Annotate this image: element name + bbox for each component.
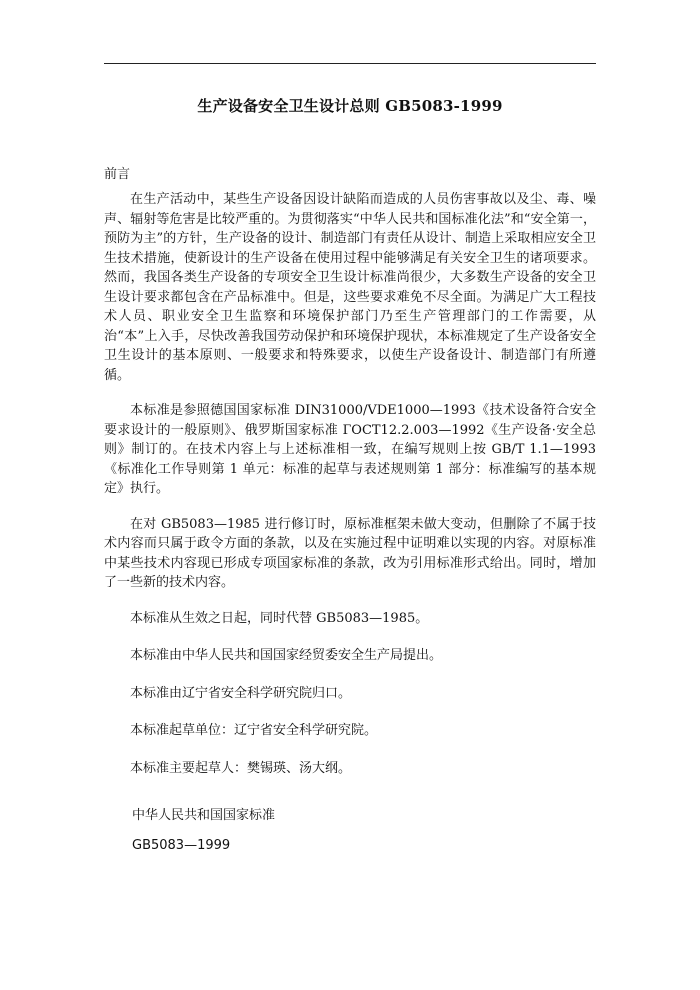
paragraph-proposed-by: 本标准由中华人民共和国国家经贸委安全生产局提出。 <box>130 648 443 663</box>
footer-standard-code: GB5083—1999 <box>132 838 231 853</box>
foreword-heading: 前言 <box>104 167 131 182</box>
paragraph-supersedes: 本标准从生效之日起，同时代替 GB5083—1985。 <box>130 610 429 626</box>
paragraph-references: 本标准是参照德国国家标准 DIN31000/VDE1000—1993《技术设备符合安全要求设计的一般原则》、俄罗斯国家标准 ГОСТ12.2.003—1992《生产设备·安全总则》制订的。在技术内容上与上述标准相一致，在编写规则上按 GB/T 1.1—1993《标准化工作导则第 1 单元：标准的起草与表述规则第 1 部分：标准编写的基本规定》执行。 <box>104 403 596 496</box>
paragraph-revision: 在对 GB5083—1985 进行修订时，原标准框架未做大变动，但删除了不属于技术内容而只属于政令方面的条款，以及在实施过程中证明难以实现的内容。对原标准中某些技术内容现已形成专项国家标准的条款，改为引用标准形式给出。同时，增加了一些新的技术内容。 <box>104 516 596 590</box>
paragraph-drafters: 本标准主要起草人：樊锡瑛、汤大纲。 <box>130 760 352 776</box>
top-rule <box>104 63 596 64</box>
document-body <box>104 190 596 796</box>
paragraph-background: 在生产活动中，某些生产设备因设计缺陷而造成的人员伤害事故以及尘、毒、噪声、辐射等危害是比较严重的。为贯彻落实“中华人民共和国标准化法”和“安全第一，预防为主”的方针，生产设备的设计、制造部门有责任从设计、制造上采取相应安全卫生技术措施，使新设计的生产设备在使用过程中能够满足有关安全卫生的诸项要求。然而，我国各类生产设备的专项安全卫生设计标准尚很少，大多数生产设备的安全卫生设计要求都包含在产品标准中。但是，这些要求难免不尽全面。为满足广大工程技术人员、职业安全卫生监察和环境保护部门乃至生产管理部门的工作需要，从治“本”上入手，尽快改善我国劳动保护和环境保护现状，本标准规定了生产设备安全卫生设计的基本原则、一般要求和特殊要求，以使生产设备设计、制造部门有所遵循。 <box>104 192 596 383</box>
paragraph-drafting-unit: 本标准起草单位：辽宁省安全科学研究院。 <box>130 723 378 738</box>
footer-issuer: 中华人民共和国国家标准 <box>132 808 276 823</box>
paragraph-centralized-by: 本标准由辽宁省安全科学研究院归口。 <box>130 685 352 701</box>
document-title: 生产设备安全卫生设计总则 GB5083-1999 <box>197 97 503 115</box>
